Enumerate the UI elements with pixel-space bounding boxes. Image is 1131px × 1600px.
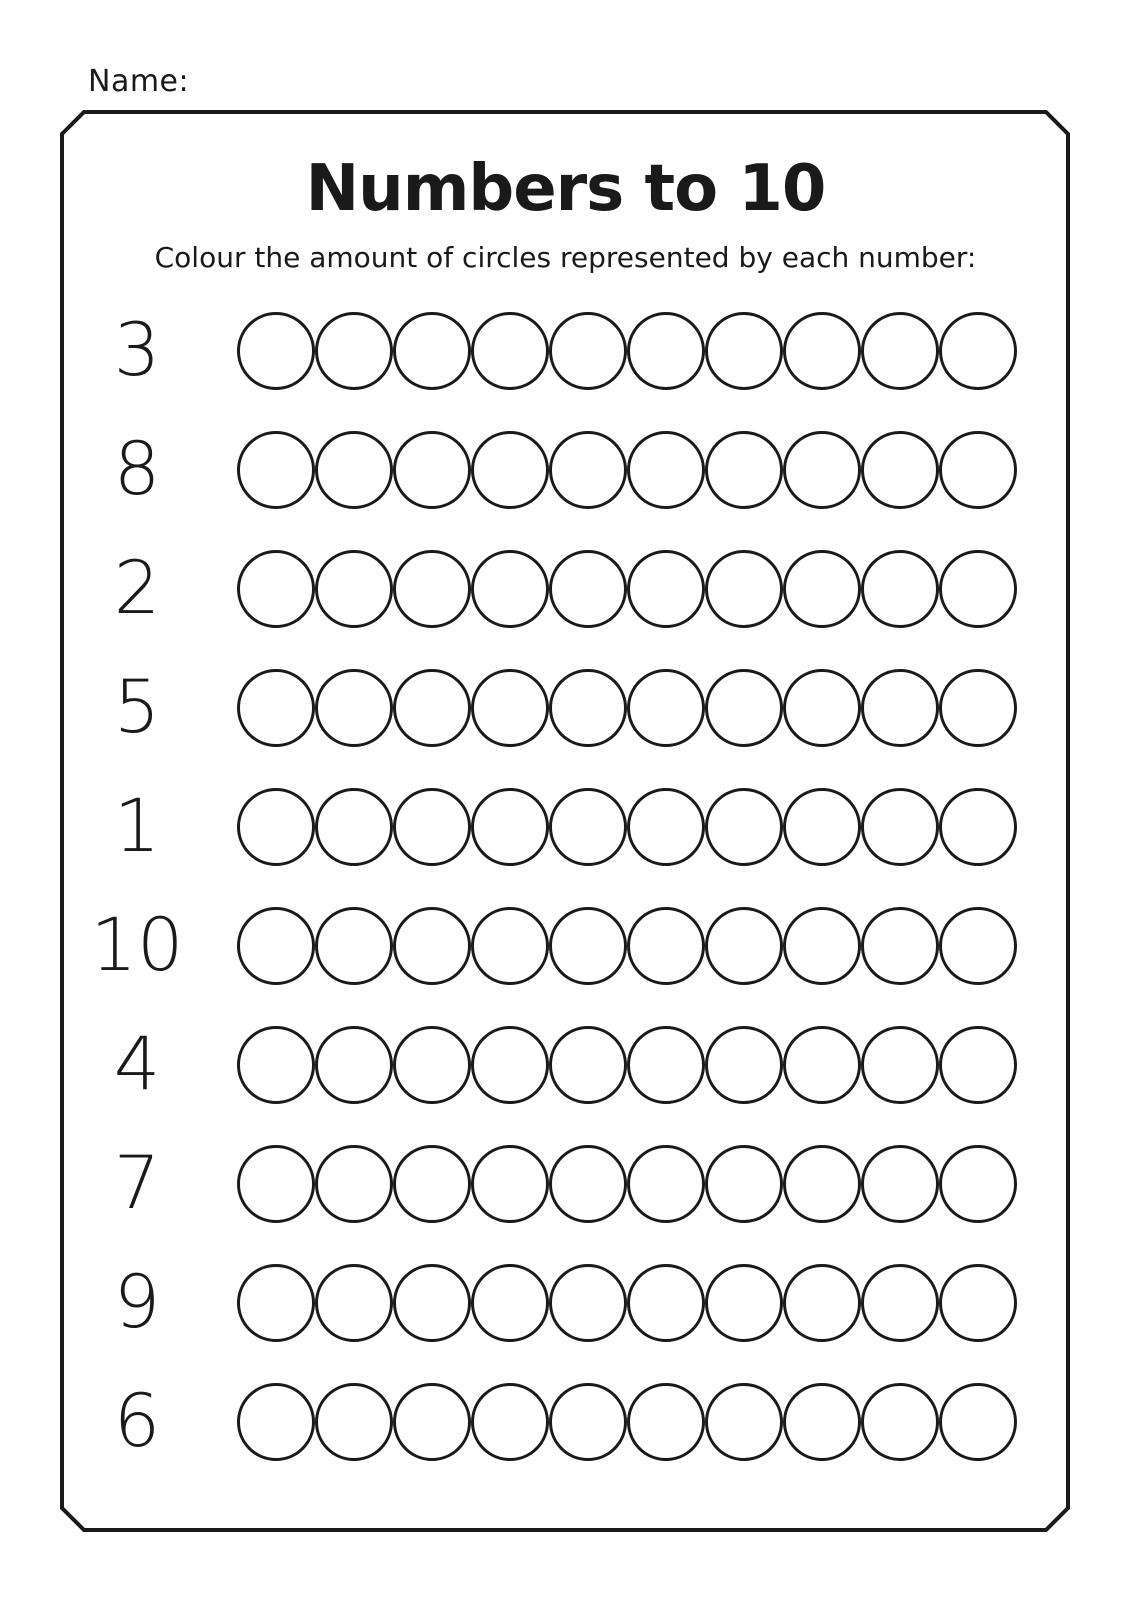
number-row [62,886,1069,1005]
colourable-circle[interactable] [861,1383,939,1461]
colourable-circle[interactable] [705,907,783,985]
colourable-circle[interactable] [549,788,627,866]
name-label: Name: [88,64,190,99]
colourable-circle[interactable] [783,312,861,390]
colourable-circle[interactable] [315,312,393,390]
colourable-circle[interactable] [783,1145,861,1223]
circles-group [237,312,1017,390]
colourable-circle[interactable] [705,1026,783,1104]
colourable-circle[interactable] [237,312,315,390]
colourable-circle[interactable] [861,1145,939,1223]
colourable-circle[interactable] [471,1145,549,1223]
number-row [62,767,1069,886]
worksheet-title: Numbers to 10 [305,152,826,226]
number-row [62,410,1069,529]
colourable-circle[interactable] [393,312,471,390]
number-row [62,1362,1069,1481]
colourable-circle[interactable] [939,1145,1017,1223]
colourable-circle[interactable] [939,1264,1017,1342]
colourable-circle[interactable] [237,907,315,985]
row-number: 10 [90,903,184,988]
colourable-circle[interactable] [393,431,471,509]
row-number: 3 [113,308,161,393]
number-row [62,648,1069,767]
colourable-circle[interactable] [627,1264,705,1342]
number-row [62,1124,1069,1243]
colourable-circle[interactable] [549,1264,627,1342]
row-number: 2 [113,546,161,631]
colourable-circle[interactable] [471,1264,549,1342]
colourable-circle[interactable] [627,1145,705,1223]
colourable-circle[interactable] [237,1264,315,1342]
colourable-circle[interactable] [471,1383,549,1461]
colourable-circle[interactable] [939,312,1017,390]
number-row [62,1005,1069,1124]
colourable-circle[interactable] [471,431,549,509]
colourable-circle[interactable] [237,1026,315,1104]
number-row [62,1243,1069,1362]
colourable-circle[interactable] [783,431,861,509]
colourable-circle[interactable] [861,1264,939,1342]
row-number: 4 [113,1022,161,1107]
worksheet-instruction: Colour the amount of circles represented by each number: [154,241,977,274]
colourable-circle[interactable] [627,431,705,509]
colourable-circle[interactable] [237,550,315,628]
colourable-circle[interactable] [549,431,627,509]
colourable-circle[interactable] [627,1383,705,1461]
colourable-circle[interactable] [783,1383,861,1461]
colourable-circle[interactable] [861,788,939,866]
colourable-circle[interactable] [393,788,471,866]
row-number: 5 [113,665,161,750]
colourable-circle[interactable] [705,1383,783,1461]
colourable-circle[interactable] [705,788,783,866]
colourable-circle[interactable] [549,669,627,747]
colourable-circle[interactable] [549,312,627,390]
row-number: 6 [113,1379,161,1464]
colourable-circle[interactable] [705,1264,783,1342]
colourable-circle[interactable] [471,550,549,628]
colourable-circle[interactable] [549,1026,627,1104]
colourable-circle[interactable] [861,669,939,747]
row-number: 8 [113,427,161,512]
colourable-circle[interactable] [393,1145,471,1223]
colourable-circle[interactable] [237,431,315,509]
colourable-circle[interactable] [315,1026,393,1104]
row-number: 1 [113,784,161,869]
colourable-circle[interactable] [549,550,627,628]
number-row [62,291,1069,410]
row-number: 7 [113,1141,161,1226]
colourable-circle[interactable] [315,431,393,509]
circles-group [237,788,1017,866]
colourable-circle[interactable] [939,1383,1017,1461]
colourable-circle[interactable] [939,788,1017,866]
colourable-circle[interactable] [315,1145,393,1223]
colourable-circle[interactable] [939,431,1017,509]
colourable-circle[interactable] [783,1264,861,1342]
colourable-circle[interactable] [939,669,1017,747]
circles-group [237,550,1017,628]
colourable-circle[interactable] [861,550,939,628]
colourable-circle[interactable] [861,431,939,509]
colourable-circle[interactable] [783,669,861,747]
colourable-circle[interactable] [549,907,627,985]
colourable-circle[interactable] [237,1383,315,1461]
colourable-circle[interactable] [315,550,393,628]
circles-group [237,669,1017,747]
colourable-circle[interactable] [315,1383,393,1461]
colourable-circle[interactable] [471,907,549,985]
colourable-circle[interactable] [471,788,549,866]
colourable-circle[interactable] [315,788,393,866]
colourable-circle[interactable] [627,669,705,747]
colourable-circle[interactable] [549,1383,627,1461]
colourable-circle[interactable] [627,312,705,390]
colourable-circle[interactable] [939,1026,1017,1104]
colourable-circle[interactable] [471,669,549,747]
colourable-circle[interactable] [315,1264,393,1342]
colourable-circle[interactable] [627,907,705,985]
colourable-circle[interactable] [471,1026,549,1104]
colourable-circle[interactable] [549,1145,627,1223]
colourable-circle[interactable] [783,550,861,628]
colourable-circle[interactable] [393,907,471,985]
colourable-circle[interactable] [627,788,705,866]
colourable-circle[interactable] [705,669,783,747]
colourable-circle[interactable] [861,907,939,985]
colourable-circle[interactable] [705,431,783,509]
colourable-circle[interactable] [315,907,393,985]
row-number: 9 [113,1260,161,1345]
colourable-circle[interactable] [783,788,861,866]
circles-group [237,1145,1017,1223]
colourable-circle[interactable] [783,1026,861,1104]
colourable-circle[interactable] [939,550,1017,628]
circles-group [237,1383,1017,1461]
colourable-circle[interactable] [705,550,783,628]
circles-group [237,907,1017,985]
colourable-circle[interactable] [939,907,1017,985]
colourable-circle[interactable] [861,312,939,390]
colourable-circle[interactable] [315,669,393,747]
circles-group [237,431,1017,509]
colourable-circle[interactable] [393,1264,471,1342]
colourable-circle[interactable] [627,1026,705,1104]
circles-group [237,1264,1017,1342]
colourable-circle[interactable] [471,312,549,390]
colourable-circle[interactable] [627,550,705,628]
rows-container [62,291,1069,1481]
colourable-circle[interactable] [393,669,471,747]
colourable-circle[interactable] [861,1026,939,1104]
colourable-circle[interactable] [393,550,471,628]
colourable-circle[interactable] [783,907,861,985]
colourable-circle[interactable] [705,1145,783,1223]
colourable-circle[interactable] [393,1383,471,1461]
circles-group [237,1026,1017,1104]
colourable-circle[interactable] [705,312,783,390]
number-row [62,529,1069,648]
colourable-circle[interactable] [393,1026,471,1104]
colourable-circle[interactable] [237,669,315,747]
colourable-circle[interactable] [237,1145,315,1223]
colourable-circle[interactable] [237,788,315,866]
